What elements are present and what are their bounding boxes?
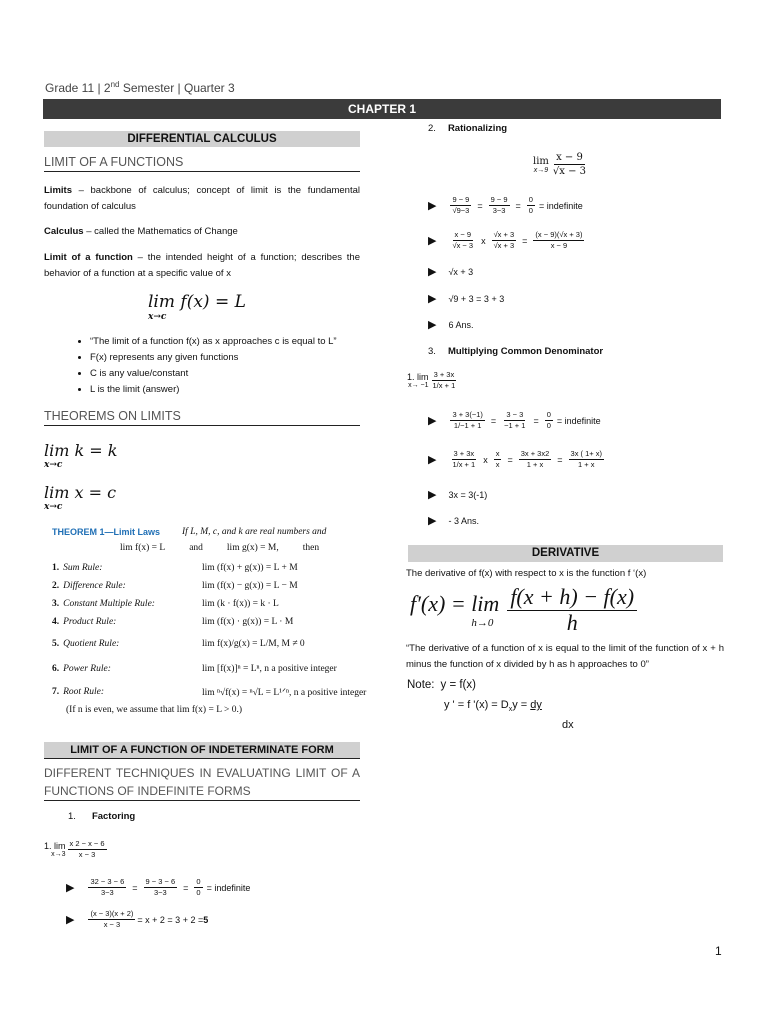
main-limit-formula: lim f(x) = L x→c (148, 292, 246, 322)
chapter-title: CHAPTER 1 (43, 99, 721, 119)
factoring-step-1: ▶ $\frac{32 - 3 - 6}{3-3}$ = $\frac{9 - 3 - 6}{3-3}$ = $\frac{0}{0}$ = indefinite (66, 877, 251, 897)
limit-rule: 2. Difference Rule: lim (f(x) − g(x)) = L − M (52, 581, 298, 591)
factoring-step-2: ▶ $\frac{(x - 3)(x + 2)}{x - 3}$ = x + 2 = 3 + 2 = 5 (66, 909, 209, 929)
bullet-item: • F(x) represents any given functions (90, 350, 362, 366)
given-then: then (302, 543, 320, 553)
subsection-title: LIMIT OF A FUNCTIONS (44, 155, 360, 172)
calculus-definition: Calculus – called the Mathematics of Change (44, 226, 238, 237)
rationalizing-step-2: ▶ $\frac{x - 9}{√x - 3}$ x $\frac{√x + 3}{√x + 3}$ = $\frac{(x - 9)(√x + 3)}{x - 9}$ (428, 230, 583, 250)
rationalizing-heading: 2. Rationalizing (428, 123, 508, 134)
theorem-label: THEOREM 1—Limit Laws (52, 527, 161, 537)
rationalizing-step-5: ▶ 6 Ans. (428, 319, 474, 331)
derivative-title: DERIVATIVE (408, 545, 723, 562)
theorem-intro: If L, M, c, and k are real numbers and (182, 527, 327, 537)
rationalizing-step-4: ▶ √9 + 3 = 3 + 3 (428, 293, 505, 305)
derivative-quote: “The derivative of a function of x is equal to the limit of the function of x + h minus the function of x divided by h as h approaches to 0” (406, 643, 724, 670)
page-header: Grade 11 | 2nd Semester | Quarter 3 (45, 80, 235, 95)
limits-definition: Limits – backbone of calculus; concept of limit is the fundamental foundation of calculus (44, 185, 360, 212)
limit-rule: 1. Sum Rule: lim (f(x) + g(x)) = L + M (52, 563, 298, 573)
rationalizing-step-1: ▶ $\frac{9 - 9}{√9-3}$ = $\frac{9 - 9}{3-3}$ = $\frac{0}{0}$ = indefinite (428, 195, 583, 215)
section-title: DIFFERENTIAL CALCULUS (44, 131, 360, 147)
bullet-item: • “The limit of a function f(x) as x approaches c is equal to L” (90, 334, 362, 350)
limit-rule: 7. Root Rule: lim ⁿ√f(x) = ⁿ√L = L¹ᐟⁿ, n a positive integer (52, 687, 367, 698)
note-line-1: Note: y = f(x) (407, 679, 476, 691)
techniques-title: DIFFERENT TECHNIQUES IN EVALUATING LIMIT OF A FUNCTIONS OF INDEFINITE FORMS (44, 764, 360, 801)
rationalizing-step-3: ▶ √x + 3 (428, 266, 474, 278)
mcd-heading: 3. Multiplying Common Denominator (428, 346, 604, 357)
factoring-example: 1. lim x→3 $\frac{x 2 - x - 6}{x - 3}$ (44, 839, 105, 859)
derivative-formula: f′(x) = lim h→0 f(x + h) − f(x) h (410, 584, 637, 635)
limit-function-definition: Limit of a function – the intended height of a function; describes the behavior of a function at a specific value of x (44, 252, 361, 279)
given-f: lim f(x) = L (120, 543, 166, 553)
mcd-step-3: ▶ 3x = 3(-1) (428, 489, 488, 501)
note-line-3: dx (562, 719, 574, 731)
theorem-constant: lim k = k x→c (44, 441, 118, 470)
given-g: lim g(x) = M, (226, 543, 279, 553)
limit-rule: 6. Power Rule: lim [f(x)]ⁿ = Lⁿ, n a positive integer (52, 664, 337, 674)
theorems-title: THEOREMS ON LIMITS (44, 409, 360, 426)
mcd-step-1: ▶ $\frac{3 + 3(-1)}{1/-1 + 1}$ = $\frac{3 - 3}{-1 + 1}$ = $\frac{0}{0}$ = indefinite (428, 410, 601, 430)
page-number: 1 (715, 944, 722, 958)
limit-rule: 4. Product Rule: lim (f(x) · g(x)) = L · M (52, 617, 294, 627)
given-and: and (189, 543, 203, 553)
theorem-footnote: (If n is even, we assume that lim f(x) = L > 0.) (66, 705, 243, 715)
theorem-limit-laws (52, 527, 398, 715)
bullet-item: • L is the limit (answer) (90, 382, 362, 398)
limit-bullets (62, 334, 362, 398)
limit-rule: 5. Quotient Rule: lim f(x)/g(x) = L/M, M ≠ 0 (52, 639, 305, 649)
mcd-example: 1. lim x→ −1 $\frac{3 + 3x}{1/x + 1}$ (407, 370, 456, 390)
derivative-intro: The derivative of f(x) with respect to x is the function f ‘(x) (406, 568, 647, 579)
limit-rule: 3. Constant Multiple Rule: lim (k · f(x)) = k · L (52, 599, 279, 609)
factoring-heading: 1. Factoring (68, 811, 136, 822)
mcd-step-2: ▶ $\frac{3 + 3x}{1/x + 1}$ x $\frac{x}{x}$ = $\frac{3x + 3x2}{1 + x}$ = $\frac{3x ( 1+ x)}{1 + x}$ (428, 449, 603, 469)
indeterminate-title: LIMIT OF A FUNCTION OF INDETERMINATE FORM (44, 742, 360, 759)
rationalizing-example: lim x→9 $\frac{x - 9}{√x - 3}$ (533, 152, 587, 177)
note-line-2: y ' = f '$(x) = D_xy$ = dy (444, 699, 542, 714)
bullet-item: • C is any value/constant (90, 366, 362, 382)
theorem-identity: lim x = c x→c (44, 483, 117, 512)
mcd-step-4: ▶ - 3 Ans. (428, 515, 479, 527)
